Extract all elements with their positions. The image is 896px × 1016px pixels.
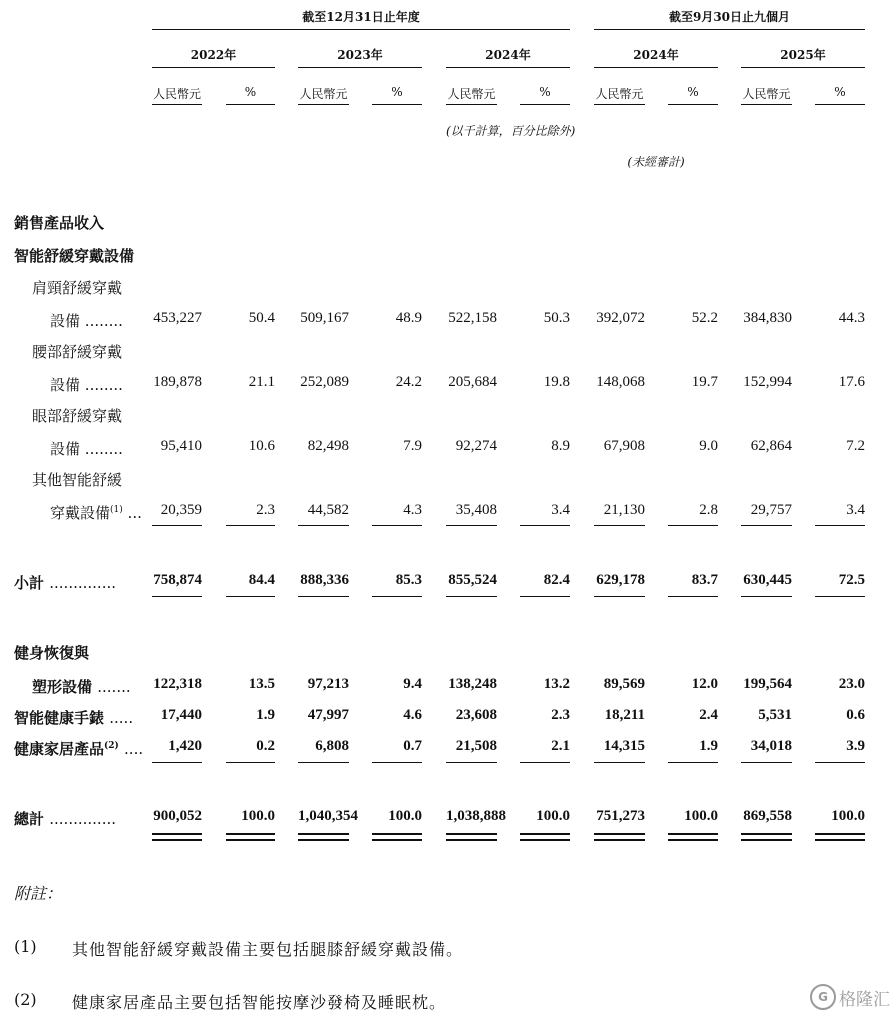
row-watch-cell: 2.4 bbox=[699, 707, 718, 723]
subheader-rule bbox=[520, 104, 570, 105]
subtotal-bottom-rule bbox=[298, 596, 349, 597]
row-label-fitness-l1: 健身恢復與 bbox=[14, 644, 90, 662]
note-1-marker: (1) bbox=[14, 937, 37, 956]
subtotal-bottom-rule bbox=[668, 596, 718, 597]
total-double-rule-1 bbox=[594, 833, 645, 835]
total-double-rule-1 bbox=[741, 833, 792, 835]
total-double-rule-2 bbox=[815, 839, 865, 841]
row-neck-cell: 50.4 bbox=[248, 310, 275, 326]
notes-heading: 附註： bbox=[14, 884, 63, 903]
row-shaping-cell: 89,569 bbox=[603, 676, 645, 692]
row-label-home: 健康家居產品$^{(2)}$ .... bbox=[14, 740, 144, 758]
year-header-2022: 2022年 bbox=[190, 48, 237, 62]
subtotal-top-rule bbox=[372, 525, 422, 526]
total-top-rule bbox=[226, 762, 275, 763]
row-shaping-cell: 9.4 bbox=[403, 676, 422, 692]
subheader-percent: % bbox=[539, 85, 551, 99]
row-neck-cell: 522,158 bbox=[448, 310, 497, 326]
row-waist-cell: 189,878 bbox=[153, 374, 202, 390]
row-total-cell: 100.0 bbox=[388, 808, 422, 824]
subtotal-bottom-rule bbox=[520, 596, 570, 597]
row-total-cell: 100.0 bbox=[241, 808, 275, 824]
row-other-cell: 3.4 bbox=[846, 502, 865, 518]
total-top-rule bbox=[152, 762, 202, 763]
subheader-rule bbox=[741, 104, 792, 105]
row-shaping-cell: 13.2 bbox=[543, 676, 570, 692]
row-eye-cell: 95,410 bbox=[160, 438, 202, 454]
subheader-currency: 人民幣元 bbox=[299, 87, 348, 101]
header-group-year-rule bbox=[152, 29, 570, 30]
note-1-text: 其他智能舒緩穿戴設備主要包括腿膝舒緩穿戴設備。 bbox=[72, 940, 464, 959]
subtotal-bottom-rule bbox=[152, 596, 202, 597]
row-waist-cell: 24.2 bbox=[395, 374, 422, 390]
row-other-cell: 44,582 bbox=[307, 502, 349, 518]
row-label-shaping: 塑形設備 ....... bbox=[32, 678, 131, 696]
year-header-2025-nine: 2025年 bbox=[780, 48, 826, 62]
row-neck-cell: 509,167 bbox=[300, 310, 349, 326]
row-shaping-cell: 13.5 bbox=[248, 676, 275, 692]
header-group-year: 截至12月31日止年度 bbox=[302, 10, 420, 24]
subheader-rule bbox=[226, 104, 275, 105]
row-neck-cell: 48.9 bbox=[395, 310, 422, 326]
row-subtotal-cell: 888,336 bbox=[300, 572, 349, 588]
subtotal-bottom-rule bbox=[446, 596, 497, 597]
row-waist-cell: 152,994 bbox=[743, 374, 792, 390]
subheader-rule bbox=[668, 104, 718, 105]
section-smart-wearables: 智能舒緩穿戴設備 bbox=[14, 247, 135, 265]
unit-note: (以千計算，百分比除外) bbox=[446, 124, 576, 138]
subheader-percent: % bbox=[834, 85, 846, 99]
row-subtotal-cell: 83.7 bbox=[691, 572, 718, 588]
subheader-rule bbox=[298, 104, 349, 105]
row-total-cell: 751,273 bbox=[596, 808, 645, 824]
watermark-logo bbox=[810, 984, 890, 1010]
year-header-2024: 2024年 bbox=[485, 48, 531, 62]
watermark-text: 格隆汇 bbox=[839, 989, 890, 1010]
subheader-percent: % bbox=[687, 85, 699, 99]
row-home-cell: 21,508 bbox=[455, 738, 497, 754]
row-label-other-l2: 穿戴設備$^{(1)}$ ... bbox=[50, 504, 142, 522]
row-waist-cell: 252,089 bbox=[300, 374, 349, 390]
row-waist-cell: 19.7 bbox=[691, 374, 718, 390]
row-label-other-l1: 其他智能舒緩 bbox=[32, 471, 123, 489]
row-other-cell: 35,408 bbox=[455, 502, 497, 518]
row-subtotal-cell: 85.3 bbox=[395, 572, 422, 588]
total-double-rule-2 bbox=[668, 839, 718, 841]
row-watch-cell: 18,211 bbox=[604, 707, 645, 723]
row-subtotal-cell: 630,445 bbox=[743, 572, 792, 588]
year-header-2023: 2023年 bbox=[337, 48, 383, 62]
row-eye-cell: 10.6 bbox=[248, 438, 275, 454]
row-eye-cell: 67,908 bbox=[603, 438, 645, 454]
row-label-waist-l1: 腰部舒緩穿戴 bbox=[32, 343, 123, 361]
row-waist-cell: 19.8 bbox=[543, 374, 570, 390]
row-eye-cell: 7.2 bbox=[846, 438, 865, 454]
row-neck-cell: 52.2 bbox=[691, 310, 718, 326]
row-subtotal-cell: 84.4 bbox=[248, 572, 275, 588]
subtotal-bottom-rule bbox=[226, 596, 275, 597]
row-shaping-cell: 23.0 bbox=[838, 676, 865, 692]
row-shaping-cell: 12.0 bbox=[691, 676, 718, 692]
subheader-rule bbox=[594, 104, 645, 105]
row-other-cell: 4.3 bbox=[403, 502, 422, 518]
total-label: 總計 .............. bbox=[14, 810, 117, 828]
total-double-rule-2 bbox=[298, 839, 349, 841]
row-home-cell: 14,315 bbox=[603, 738, 645, 754]
row-total-cell: 100.0 bbox=[831, 808, 865, 824]
subtotal-bottom-rule bbox=[594, 596, 645, 597]
subtotal-top-rule bbox=[668, 525, 718, 526]
row-total-cell: 1,038,888 bbox=[446, 808, 506, 824]
row-subtotal-cell: 758,874 bbox=[153, 572, 202, 588]
subtotal-bottom-rule bbox=[815, 596, 865, 597]
row-home-cell: 1.9 bbox=[699, 738, 718, 754]
row-total-cell: 1,040,354 bbox=[298, 808, 358, 824]
section-sales-revenue: 銷售產品收入 bbox=[14, 214, 105, 232]
row-eye-cell: 9.0 bbox=[699, 438, 718, 454]
row-other-cell: 21,130 bbox=[603, 502, 645, 518]
row-subtotal-cell: 82.4 bbox=[543, 572, 570, 588]
subtotal-top-rule bbox=[298, 525, 349, 526]
row-home-cell: 1,420 bbox=[168, 738, 202, 754]
total-double-rule-1 bbox=[298, 833, 349, 835]
row-neck-cell: 44.3 bbox=[838, 310, 865, 326]
row-home-cell: 6,808 bbox=[315, 738, 349, 754]
row-label-waist-l2: 設備 ........ bbox=[50, 376, 123, 394]
row-total-cell: 100.0 bbox=[536, 808, 570, 824]
row-eye-cell: 92,274 bbox=[455, 438, 497, 454]
row-total-cell: 869,558 bbox=[743, 808, 792, 824]
total-top-rule bbox=[446, 762, 497, 763]
note-2-text: 健康家居產品主要包括智能按摩沙發椅及睡眠枕。 bbox=[72, 993, 447, 1012]
subheader-rule bbox=[372, 104, 422, 105]
total-double-rule-2 bbox=[520, 839, 570, 841]
total-top-rule bbox=[298, 762, 349, 763]
year-rule-2025-nine bbox=[741, 67, 865, 68]
row-neck-cell: 50.3 bbox=[543, 310, 570, 326]
row-label-neck-l2: 設備 ........ bbox=[50, 312, 123, 330]
total-double-rule-1 bbox=[815, 833, 865, 835]
subheader-percent: % bbox=[391, 85, 403, 99]
subheader-rule bbox=[446, 104, 497, 105]
row-other-cell: 20,359 bbox=[160, 502, 202, 518]
row-eye-cell: 82,498 bbox=[307, 438, 349, 454]
year-rule-2024 bbox=[446, 67, 570, 68]
year-rule-2023 bbox=[298, 67, 422, 68]
total-double-rule-1 bbox=[152, 833, 202, 835]
row-subtotal-cell: 72.5 bbox=[838, 572, 865, 588]
row-neck-cell: 453,227 bbox=[153, 310, 202, 326]
total-top-rule bbox=[520, 762, 570, 763]
row-other-cell: 29,757 bbox=[750, 502, 792, 518]
row-other-cell: 2.3 bbox=[256, 502, 275, 518]
total-top-rule bbox=[668, 762, 718, 763]
header-group-nine-rule bbox=[594, 29, 865, 30]
row-watch-cell: 23,608 bbox=[455, 707, 497, 723]
subheader-rule bbox=[152, 104, 202, 105]
row-watch-cell: 4.6 bbox=[403, 707, 422, 723]
row-home-cell: 34,018 bbox=[750, 738, 792, 754]
row-label-eye-l2: 設備 ........ bbox=[50, 440, 123, 458]
row-waist-cell: 148,068 bbox=[596, 374, 645, 390]
row-neck-cell: 384,830 bbox=[743, 310, 792, 326]
header-group-nine: 截至9月30日止九個月 bbox=[668, 10, 791, 24]
subtotal-top-rule bbox=[446, 525, 497, 526]
total-top-rule bbox=[594, 762, 645, 763]
total-top-rule bbox=[741, 762, 792, 763]
row-watch-cell: 1.9 bbox=[256, 707, 275, 723]
subtotal-top-rule bbox=[226, 525, 275, 526]
row-subtotal-cell: 629,178 bbox=[596, 572, 645, 588]
row-shaping-cell: 122,318 bbox=[153, 676, 202, 692]
row-watch-cell: 0.6 bbox=[846, 707, 865, 723]
row-label-neck-l1: 肩頸舒緩穿戴 bbox=[32, 279, 123, 297]
total-double-rule-1 bbox=[668, 833, 718, 835]
row-watch-cell: 2.3 bbox=[551, 707, 570, 723]
total-double-rule-2 bbox=[226, 839, 275, 841]
subtotal-bottom-rule bbox=[372, 596, 422, 597]
total-double-rule-2 bbox=[446, 839, 497, 841]
row-other-cell: 2.8 bbox=[699, 502, 718, 518]
note-2-marker: (2) bbox=[14, 990, 37, 1009]
row-shaping-cell: 97,213 bbox=[307, 676, 349, 692]
watermark-mark-icon: G bbox=[810, 984, 836, 1010]
row-shaping-cell: 138,248 bbox=[448, 676, 497, 692]
subtotal-top-rule bbox=[152, 525, 202, 526]
row-subtotal-cell: 855,524 bbox=[448, 572, 497, 588]
subtotal-top-rule bbox=[520, 525, 570, 526]
row-home-cell: 3.9 bbox=[846, 738, 865, 754]
subheader-rule bbox=[815, 104, 865, 105]
total-double-rule-2 bbox=[594, 839, 645, 841]
row-waist-cell: 21.1 bbox=[248, 374, 275, 390]
row-shaping-cell: 199,564 bbox=[743, 676, 792, 692]
row-other-cell: 3.4 bbox=[551, 502, 570, 518]
row-eye-cell: 8.9 bbox=[551, 438, 570, 454]
unaudited-note: (未經審計) bbox=[627, 155, 685, 169]
row-home-cell: 0.7 bbox=[403, 738, 422, 754]
total-double-rule-1 bbox=[372, 833, 422, 835]
row-eye-cell: 62,864 bbox=[750, 438, 792, 454]
total-double-rule-2 bbox=[152, 839, 202, 841]
year-rule-2024-nine bbox=[594, 67, 718, 68]
total-top-rule bbox=[372, 762, 422, 763]
total-double-rule-1 bbox=[520, 833, 570, 835]
subtotal-top-rule bbox=[594, 525, 645, 526]
year-rule-2022 bbox=[152, 67, 275, 68]
subheader-currency: 人民幣元 bbox=[742, 87, 791, 101]
row-watch-cell: 17,440 bbox=[160, 707, 202, 723]
subtotal-bottom-rule bbox=[741, 596, 792, 597]
total-top-rule bbox=[815, 762, 865, 763]
row-total-cell: 100.0 bbox=[684, 808, 718, 824]
row-waist-cell: 205,684 bbox=[448, 374, 497, 390]
subheader-currency: 人民幣元 bbox=[595, 87, 644, 101]
subheader-percent: % bbox=[244, 85, 257, 99]
subheader-currency: 人民幣元 bbox=[447, 87, 496, 101]
subtotal-top-rule bbox=[815, 525, 865, 526]
total-double-rule-2 bbox=[741, 839, 792, 841]
row-watch-cell: 47,997 bbox=[307, 707, 349, 723]
row-eye-cell: 7.9 bbox=[403, 438, 422, 454]
subheader-currency: 人民幣元 bbox=[152, 87, 201, 101]
total-double-rule-2 bbox=[372, 839, 422, 841]
row-home-cell: 2.1 bbox=[551, 738, 570, 754]
row-waist-cell: 17.6 bbox=[838, 374, 865, 390]
row-neck-cell: 392,072 bbox=[596, 310, 645, 326]
row-label-watch: 智能健康手錶 ..... bbox=[14, 709, 134, 727]
total-double-rule-1 bbox=[226, 833, 275, 835]
subtotal-label: 小計 .............. bbox=[14, 574, 117, 592]
row-label-eye-l1: 眼部舒緩穿戴 bbox=[32, 407, 123, 425]
row-home-cell: 0.2 bbox=[256, 738, 275, 754]
year-header-2024-nine: 2024年 bbox=[633, 48, 679, 62]
row-total-cell: 900,052 bbox=[153, 808, 202, 824]
row-watch-cell: 5,531 bbox=[758, 707, 792, 723]
subtotal-top-rule bbox=[741, 525, 792, 526]
total-double-rule-1 bbox=[446, 833, 497, 835]
